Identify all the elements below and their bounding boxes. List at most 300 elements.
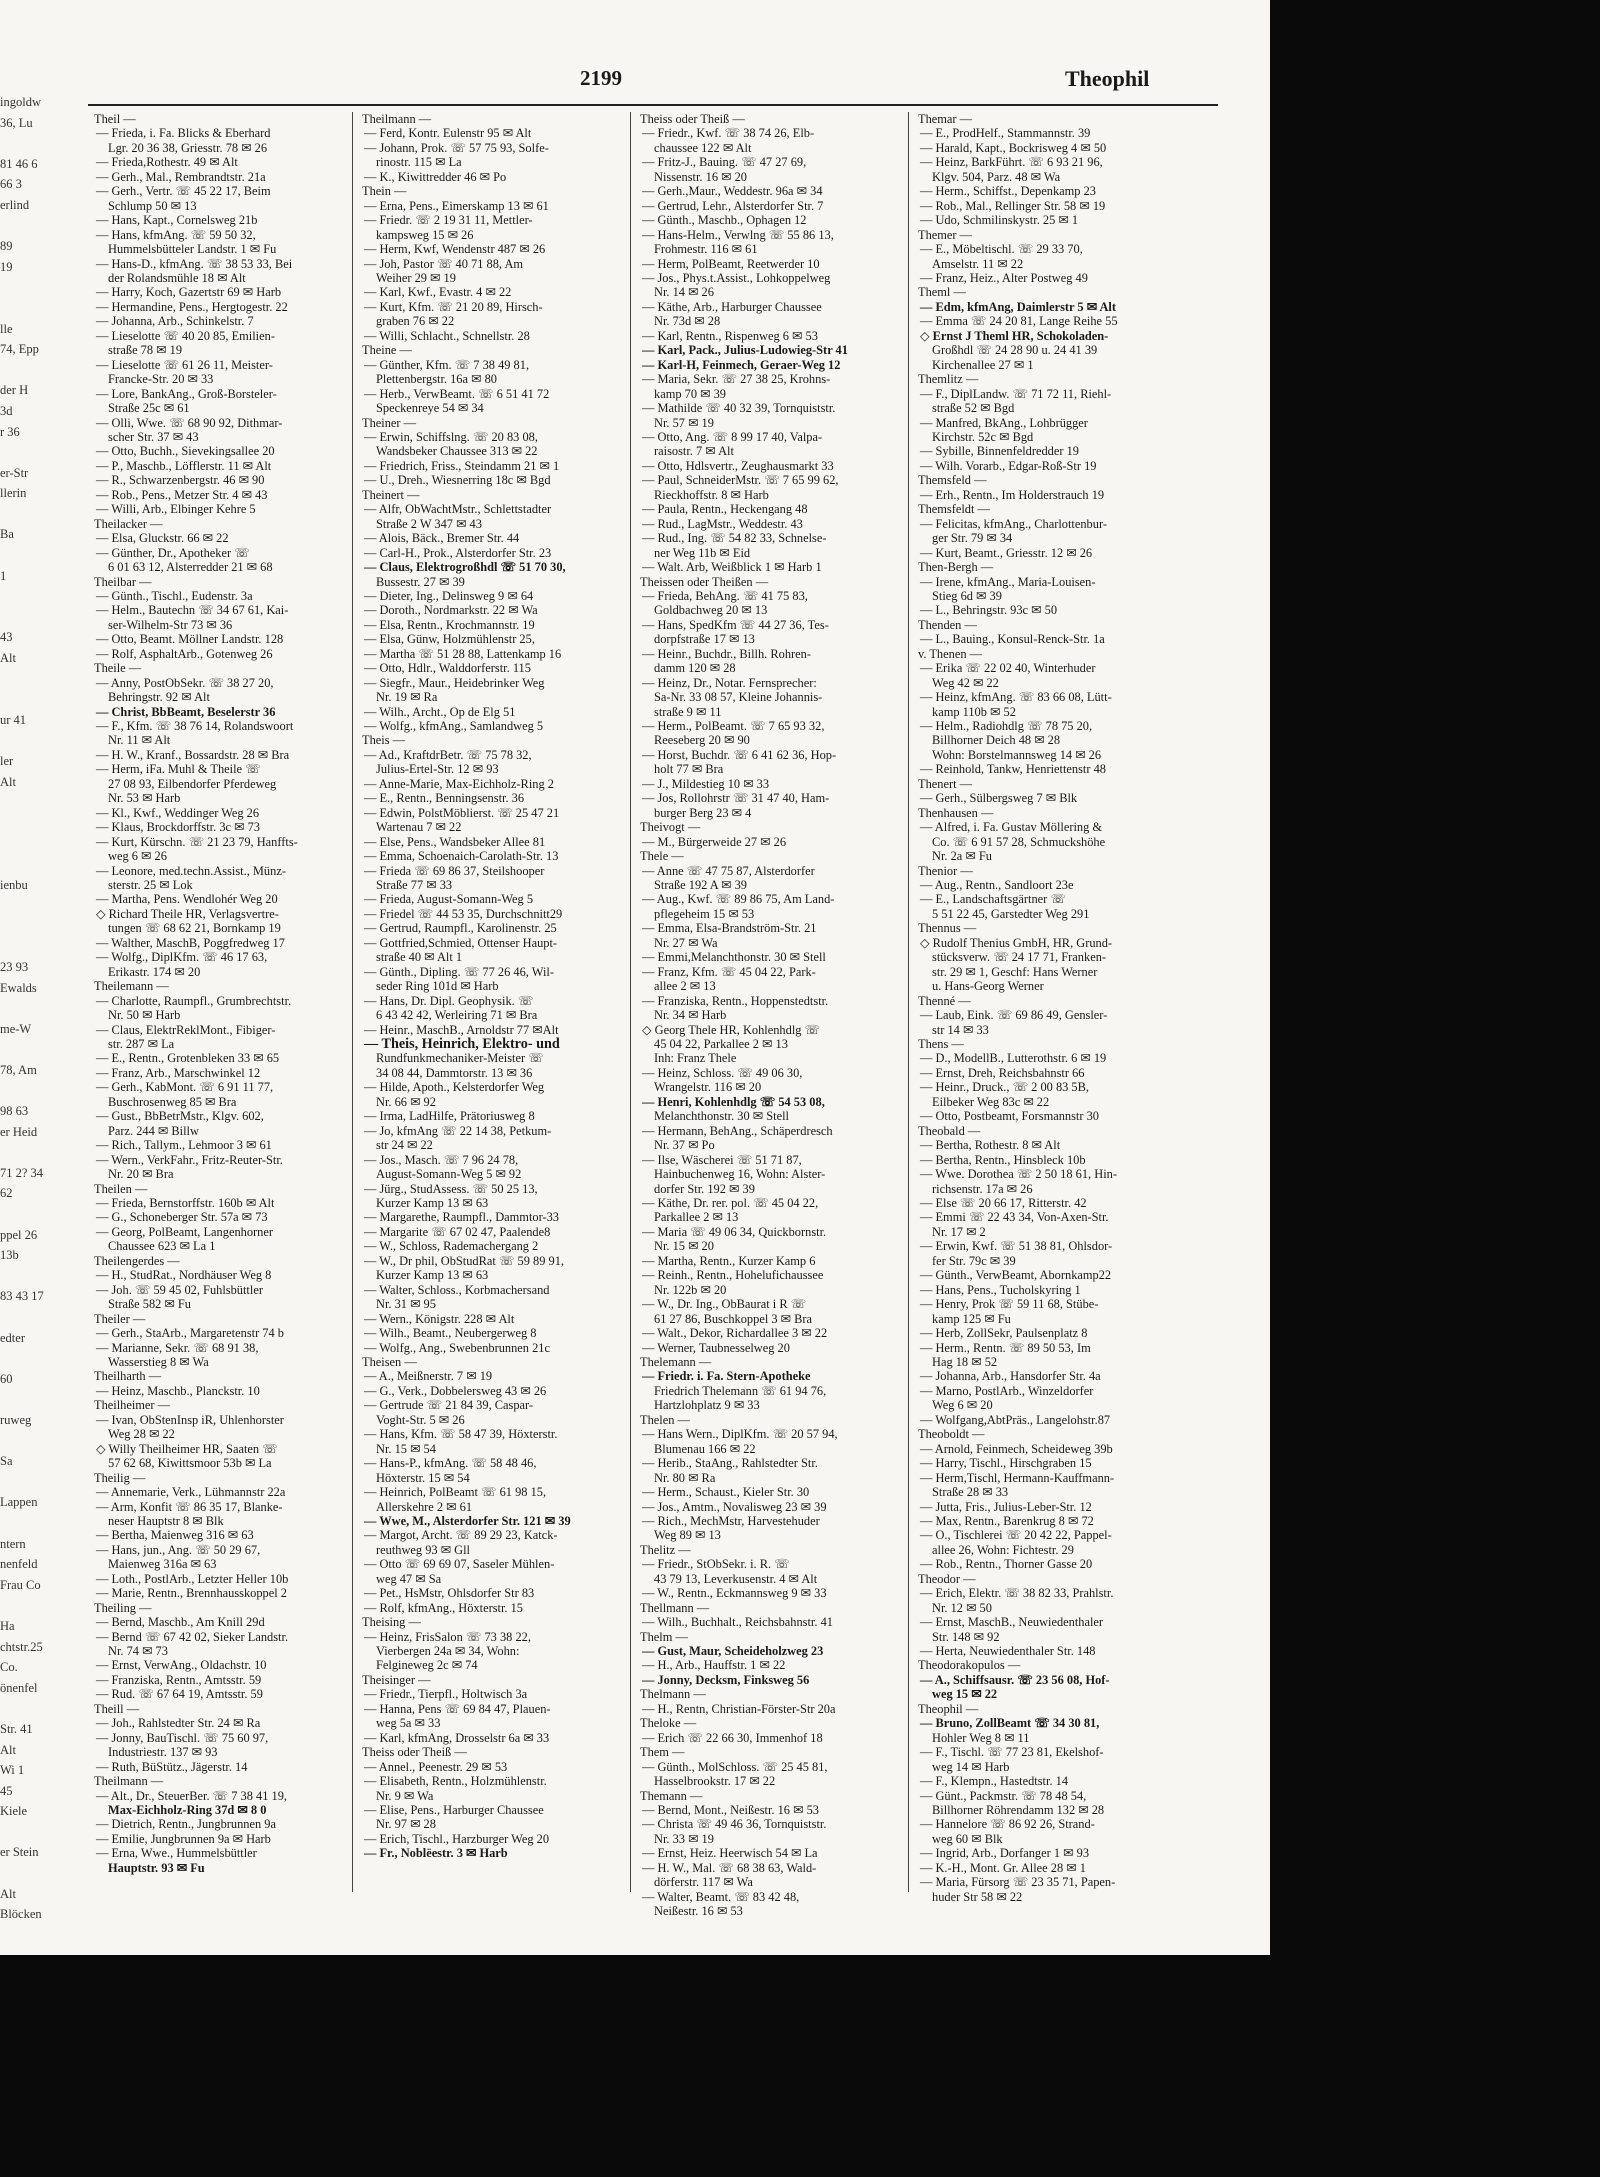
bleed-fragment: [0, 1204, 60, 1225]
surname-heading: Theloke —: [640, 1716, 697, 1731]
directory-entry-line: stücksverw. ☏ 24 17 71, Franken-: [932, 950, 1107, 965]
surname-heading: v. Thenen —: [918, 646, 983, 661]
bleed-fragment: Sa: [0, 1454, 13, 1469]
directory-entry-line: — Herm, iFa. Muhl & Theile ☏: [96, 762, 261, 777]
directory-entry-line: — Joh., Rahlstedter Str. 24 ✉ Ra: [96, 1716, 261, 1731]
directory-entry-line: Nr. 14 ✉ 26: [654, 285, 714, 300]
directory-entry-line: — Fritz-J., Bauing. ☏ 47 27 69,: [642, 155, 807, 170]
directory-entry-line: — Klaus, Brockdorffstr. 3c ✉ 73: [96, 820, 260, 835]
directory-entry-line: — Ad., KraftdrBetr. ☏ 75 78 32,: [364, 747, 532, 762]
directory-entry-line: neser Hauptstr 8 ✉ Blk: [108, 1513, 224, 1528]
bleed-fragment: 98 63: [0, 1104, 29, 1119]
bleed-fragment: chtstr.25: [0, 1639, 43, 1654]
directory-entry-line: — Wwe, M., Alsterdorfer Str. 121 ✉ 39: [364, 1513, 571, 1528]
directory-entry-line: ◇ Rudolf Thenius GmbH, HR, Grund-: [920, 935, 1113, 950]
directory-entry-line: — Walt., Dekor, Richardallee 3 ✉ 22: [642, 1326, 828, 1341]
directory-entry-line: Wandsbeker Chaussee 313 ✉ 22: [376, 444, 538, 459]
bleed-fragment: [0, 586, 60, 607]
directory-entry-line: — Elise, Pens., Harburger Chaussee: [364, 1803, 544, 1818]
directory-entry-line: — Franziska, Rentn., Hoppenstedtstr.: [642, 993, 829, 1008]
directory-entry-line: — E., Landschaftsgärtner ☏: [920, 892, 1066, 907]
directory-entry-line: — Heinz, Dr., Notar. Fernsprecher:: [642, 675, 817, 690]
directory-entry-line: — Heinr., Druck., ☏ 2 00 83 5B,: [920, 1080, 1089, 1095]
directory-entry-line: ser-Wilhelm-Str 73 ✉ 36: [108, 617, 233, 632]
bleed-fragment: [0, 133, 60, 154]
page-number: 2199: [580, 66, 622, 90]
directory-entry-line: — H., Arb., Hauffstr. 1 ✉ 22: [642, 1658, 786, 1673]
directory-column-1: [92, 112, 346, 1875]
bleed-fragment: [0, 936, 60, 957]
column-divider: [630, 112, 631, 1892]
directory-entry-line: Hummelsbütteler Landstr. 1 ✉ Fu: [108, 242, 277, 257]
directory-entry-line: — Ernst, Dreh, Reichsbahnstr 66: [920, 1065, 1085, 1080]
directory-entry-line: Hohler Weg 8 ✉ 11: [932, 1730, 1030, 1745]
surname-heading: Theophil —: [918, 1701, 979, 1716]
directory-entry-line: — W., Schloss, Rademachergang 2: [364, 1239, 539, 1254]
directory-entry-line: — Alois, Bäck., Bremer Str. 44: [364, 531, 520, 546]
directory-entry-line: kamp 70 ✉ 39: [654, 386, 726, 401]
surname-heading: Themsfeldt —: [918, 502, 990, 517]
directory-entry-line: holt 77 ✉ Bra: [654, 762, 724, 777]
directory-entry-line: Bussestr. 27 ✉ 39: [376, 574, 465, 589]
directory-entry-line: — Joh. ☏ 59 45 02, Fuhlsbüttler: [96, 1282, 263, 1297]
bleed-fragment: Ba: [0, 527, 14, 542]
surname-heading: Theilmann —: [362, 112, 432, 126]
directory-entry-line: — Paula, Rentn., Heckengang 48: [642, 502, 808, 517]
directory-entry-line: — Friedr., Kwf. ☏ 38 74 26, Elb-: [642, 126, 815, 141]
directory-entry-line: Nr. 34 ✉ Harb: [654, 1008, 727, 1023]
bleed-fragment: 81 46 6: [0, 156, 38, 171]
surname-heading: Themer —: [918, 227, 973, 242]
directory-entry-line: weg 14 ✉ Harb: [932, 1759, 1010, 1774]
directory-entry-line: — Rolf, kfmAng., Höxterstr. 15: [364, 1600, 524, 1615]
directory-entry-line: — Heinrich, PolBeamt ☏ 61 98 15,: [364, 1485, 547, 1500]
directory-entry-line: Co. ☏ 6 91 57 28, Schmuckshöhe: [932, 834, 1106, 849]
directory-entry-line: — Arm, Konfit ☏ 86 35 17, Blanke-: [96, 1499, 283, 1514]
directory-entry-line: — Jonny, Decksm, Finksweg 56: [642, 1672, 810, 1687]
directory-entry-line: Reeseberg 20 ✉ 90: [654, 733, 750, 748]
directory-entry-line: Straße 77 ✉ 33: [376, 878, 453, 893]
directory-column-4: [916, 112, 1170, 1904]
directory-entry-line: — Hilde, Apoth., Kelsterdorfer Weg: [364, 1080, 545, 1095]
directory-entry-line: Eilbeker Weg 83c ✉ 22: [932, 1094, 1050, 1109]
directory-entry-line: — Karl, Kwf., Evastr. 4 ✉ 22: [364, 285, 512, 300]
directory-entry-line: — A., Meißnerstr. 7 ✉ 19: [364, 1369, 493, 1384]
directory-entry-line: seder Ring 101d ✉ Harb: [376, 979, 499, 994]
directory-entry-line: Weg 6 ✉ 20: [932, 1398, 993, 1413]
directory-entry-line: 6 01 63 12, Alsterredder 21 ✉ 68: [108, 560, 273, 575]
directory-entry-line: — Edwin, PolstMöblierst. ☏ 25 47 21: [364, 805, 560, 820]
directory-entry-line: — Friedr. i. Fa. Stern-Apotheke: [642, 1369, 811, 1384]
surname-heading: Themsfeld —: [918, 473, 987, 488]
column-divider: [908, 112, 909, 1892]
directory-entry-line: — Frieda, BehAng. ☏ 41 75 83,: [642, 588, 808, 603]
directory-entry-line: weg 60 ✉ Blk: [932, 1831, 1003, 1846]
bleed-fragment: Blöcken: [0, 1907, 42, 1922]
bleed-fragment: der H: [0, 383, 29, 398]
directory-entry-line: pflegeheim 15 ✉ 53: [654, 906, 755, 921]
surname-heading: Theilemann —: [94, 979, 169, 994]
directory-entry-line: — Heinr., Buchdr., Billh. Rohren-: [642, 646, 811, 661]
directory-entry-line: Schlump 50 ✉ 13: [108, 198, 197, 213]
surname-heading: Then-Bergh —: [918, 560, 994, 575]
directory-entry-line: — Ruth, BüStütz., Jägerstr. 14: [96, 1759, 248, 1774]
directory-entry-line: — Leonore, med.techn.Assist., Münz-: [96, 863, 286, 878]
directory-entry-line: rinostr. 115 ✉ La: [376, 155, 462, 170]
directory-entry-line: — Hans, kfmAng. ☏ 59 50 32,: [96, 227, 256, 242]
bleed-fragment: [0, 833, 60, 854]
directory-entry-line: — Bruno, ZollBeamt ☏ 34 30 81,: [920, 1716, 1100, 1731]
bleed-fragment: [0, 504, 60, 525]
directory-entry-line: — Maria, Fürsorg ☏ 23 35 71, Papen-: [920, 1875, 1116, 1890]
directory-entry-line: — Hans, SpedKfm ☏ 44 27 36, Tes-: [642, 617, 829, 632]
directory-entry-line: — H. W., Mal. ☏ 68 38 63, Wald-: [642, 1860, 817, 1875]
bleed-fragment: Alt: [0, 774, 16, 789]
directory-entry-line: ner Weg 11b ✉ Eid: [654, 545, 751, 560]
surname-heading: Theoboldt —: [918, 1427, 985, 1442]
surname-heading: Theodor —: [918, 1571, 976, 1586]
surname-heading: Theising —: [362, 1615, 421, 1630]
bleed-fragment: Frau Co: [0, 1577, 41, 1592]
directory-entry-line: — Annemarie, Verk., Lühmannstr 22a: [96, 1485, 286, 1500]
directory-entry-line: — Erika ☏ 22 02 40, Winterhuder: [920, 661, 1096, 676]
column-divider: [352, 112, 353, 1892]
directory-entry-line: straße 40 ✉ Alt 1: [376, 950, 463, 965]
directory-entry-line: Buschrosenweg 85 ✉ Bra: [108, 1094, 237, 1109]
surname-heading: Theiling —: [94, 1600, 152, 1615]
bleed-fragment: [0, 1081, 60, 1102]
directory-entry-line: — Jo, kfmAng ☏ 22 14 38, Petkum-: [364, 1123, 552, 1138]
directory-entry-line: Kirchenallee 27 ✉ 1: [932, 357, 1034, 372]
directory-entry-line: — Rud., Ing. ☏ 54 82 33, Schnelse-: [642, 531, 827, 546]
directory-entry-line: — Friedel ☏ 44 53 35, Durchschnitt29: [364, 906, 563, 921]
directory-entry-line: — Friedrich, Friss., Steindamm 21 ✉ 1: [364, 458, 560, 473]
directory-entry-line: — A., Schiffsausr. ☏ 23 56 08, Hof-: [920, 1672, 1110, 1687]
bleed-fragment: [0, 1431, 60, 1452]
directory-entry-line: Neißestr. 16 ✉ 53: [654, 1904, 743, 1919]
directory-entry-line: — Rich., Tallym., Lehmoor 3 ✉ 61: [96, 1138, 272, 1153]
directory-entry-line: — Karl, Pack., Julius-Ludowieg-Str 41: [642, 343, 848, 358]
directory-column-2: [360, 112, 614, 1861]
directory-entry-line: Wartenau 7 ✉ 22: [376, 820, 462, 835]
directory-entry-line: Nr. 9 ✉ Wa: [376, 1788, 434, 1803]
directory-entry-line: — Arnold, Feinmech, Scheideweg 39b: [920, 1441, 1113, 1456]
surname-heading: Thens —: [918, 1037, 964, 1051]
directory-entry-line: — Herm., PolBeamt. ☏ 7 65 93 32,: [642, 719, 825, 734]
directory-entry-line: — Erna, Pens., Eimerskamp 13 ✉ 61: [364, 198, 549, 213]
directory-entry-line: — Marno, PostlArb., Winzeldorfer: [920, 1383, 1094, 1398]
directory-entry-line: — Jos, Rollohrstr ☏ 31 47 40, Ham-: [642, 791, 830, 806]
directory-entry-line: — Harald, Kapt., Bockrisweg 4 ✉ 50: [920, 140, 1107, 155]
bleed-fragment: Str. 41: [0, 1721, 33, 1736]
bleed-fragment: Co.: [0, 1660, 18, 1675]
header-rule: [88, 104, 1218, 106]
directory-entry-line: — Otto, Beamt. Möllner Landstr. 128: [96, 632, 284, 647]
directory-entry-line: — Reinhold, Tankw, Henriettenstr 48: [920, 762, 1106, 777]
bleed-fragment: [0, 360, 60, 381]
directory-entry-line: der Rolandsmühle 18 ✉ Alt: [108, 270, 246, 285]
directory-entry-line: Friedrich Thelemann ☏ 61 94 76,: [654, 1383, 827, 1398]
bleed-fragment: [0, 607, 60, 628]
directory-entry-line: — Gust., BbBetrMstr., Klgv. 602,: [96, 1109, 264, 1124]
directory-entry-line: — Günth., Dipling. ☏ 77 26 46, Wil-: [364, 964, 554, 979]
directory-entry-line: — Aug., Rentn., Sandloort 23e: [920, 878, 1074, 893]
directory-entry-line: — Hans, jun., Ang. ☏ 50 29 67,: [96, 1542, 261, 1557]
surname-heading: Thenert —: [918, 776, 973, 791]
directory-entry-line: huder Str 58 ✉ 22: [932, 1889, 1023, 1904]
directory-entry-line: — Erich, Elektr. ☏ 38 82 33, Prahlstr.: [920, 1586, 1114, 1601]
directory-entry-line: — Martha, Pens. Wendlohér Weg 20: [96, 892, 278, 907]
directory-entry-line: Wrangelstr. 116 ✉ 20: [654, 1080, 762, 1095]
directory-entry-line: — Willi, Arb., Elbinger Kehre 5: [96, 502, 256, 517]
directory-entry-line: — Herm., Schaust., Kieler Str. 30: [642, 1485, 810, 1500]
directory-entry-line: — Hanna, Pens ☏ 69 84 47, Plauen-: [364, 1701, 551, 1716]
surname-heading: Theobald —: [918, 1123, 981, 1138]
bleed-fragment: 62: [0, 1186, 13, 1201]
directory-entry-line: dorfer Str. 192 ✉ 39: [654, 1181, 755, 1196]
bleed-fragment: 78, Am: [0, 1062, 37, 1077]
directory-entry-line: Weiher 29 ✉ 19: [376, 270, 456, 285]
directory-entry-line: ◇ Willy Theilheimer HR, Saaten ☏: [96, 1441, 278, 1456]
directory-entry-line: — Rud. ☏ 67 64 19, Amtsstr. 59: [96, 1687, 263, 1702]
directory-entry-line: — Heinz, kfmAng. ☏ 83 66 08, Lütt-: [920, 690, 1112, 705]
directory-entry-line: Straße 192 A ✉ 39: [654, 878, 747, 893]
directory-entry-line: Straße 28 ✉ 33: [932, 1485, 1009, 1500]
directory-entry-line: Speckenreye 54 ✉ 34: [376, 401, 484, 416]
directory-entry-line: — Aug., Kwf. ☏ 89 86 75, Am Land-: [642, 892, 835, 907]
bleed-fragment: er Stein: [0, 1845, 39, 1860]
directory-entry-line: — Henri, Kohlenhdlg ☏ 54 53 08,: [642, 1094, 825, 1109]
directory-entry-line: — Alfred, i. Fa. Gustav Möllering &: [920, 820, 1103, 835]
surname-heading: Thele —: [640, 849, 684, 864]
directory-entry-line: — Herm,Tischl, Hermann-Kauffmann-: [920, 1470, 1115, 1485]
directory-entry-line: straße 9 ✉ 11: [654, 704, 722, 719]
directory-entry-line: — Pet., HsMstr, Ohlsdorfer Str 83: [364, 1586, 535, 1601]
directory-entry-line: — Herb, ZollSekr, Paulsenplatz 8: [920, 1326, 1088, 1341]
directory-entry-line: Wasserstieg 8 ✉ Wa: [108, 1354, 209, 1369]
directory-entry-line: Nr. 74 ✉ 73: [108, 1644, 168, 1659]
directory-entry-line: — Doroth., Nordmarkstr. 22 ✉ Wa: [364, 603, 538, 618]
surname-heading: Theissen oder Theißen —: [640, 574, 769, 589]
surname-heading: Theiner —: [362, 415, 417, 430]
directory-entry-line: — Frieda, i. Fa. Blicks & Eberhard: [96, 126, 271, 141]
directory-entry-line: dörferstr. 117 ✉ Wa: [654, 1875, 753, 1890]
surname-heading: Theine —: [362, 343, 412, 358]
directory-entry-line: Nr. 97 ✉ 28: [376, 1817, 436, 1832]
bleed-fragment: [0, 813, 60, 834]
directory-entry-line: Billhorner Röhrendamm 132 ✉ 28: [932, 1803, 1105, 1818]
directory-entry-line: — Franz, Kfm. ☏ 45 04 22, Park-: [642, 964, 816, 979]
directory-entry-line: — Günth., Tischl., Eudenstr. 3a: [96, 588, 253, 603]
directory-entry-line: Industriestr. 137 ✉ 93: [108, 1745, 218, 1760]
surname-heading: Thelen —: [640, 1412, 690, 1427]
directory-entry-line: — Kurt, Kürschn. ☏ 21 23 79, Hanffts-: [96, 834, 298, 849]
surname-heading: Themlitz —: [918, 372, 979, 387]
directory-entry-line: — Fr., Noblëestr. 3 ✉ Harb: [364, 1846, 508, 1861]
directory-entry-line: Voght-Str. 5 ✉ 26: [376, 1412, 465, 1427]
directory-entry-line: — Else, Pens., Wandsbeker Allee 81: [364, 834, 546, 849]
directory-entry-line: Kurzer Kamp 13 ✉ 63: [376, 1195, 489, 1210]
surname-heading: Theilengerdes —: [94, 1253, 180, 1268]
directory-entry-line: — Wilh., Archt., Op de Elg 51: [364, 704, 516, 719]
bleed-fragment: Kiele: [0, 1804, 28, 1819]
directory-entry-line: — Franz, Heiz., Alter Postweg 49: [920, 270, 1088, 285]
directory-entry-line: — Erwin, Schiffslng. ☏ 20 83 08,: [364, 429, 538, 444]
directory-entry-line: Frohmestr. 116 ✉ 61: [654, 242, 758, 257]
directory-entry-line: chaussee 122 ✉ Alt: [654, 140, 752, 155]
bleed-fragment: [0, 669, 60, 690]
directory-entry-line: — G., Verk., Dobbelersweg 43 ✉ 26: [364, 1383, 547, 1398]
directory-entry-line: — F., DiplLandw. ☏ 71 72 11, Riehl-: [920, 386, 1112, 401]
directory-entry-line: Nr. 2a ✉ Fu: [932, 849, 992, 864]
directory-entry-line: Nr. 15 ✉ 20: [654, 1239, 714, 1254]
surname-heading: Thelitz —: [640, 1542, 691, 1557]
bleed-fragment: [0, 277, 60, 298]
directory-entry-line: — Johanna, Arb., Schinkelstr. 7: [96, 314, 254, 329]
directory-entry-line: — Ernst, Heiz. Heerwisch 54 ✉ La: [642, 1846, 818, 1861]
directory-entry-line: — Heinr., MaschB., Arnoldstr 77 ✉Alt: [364, 1022, 559, 1037]
directory-entry-line: — Emmi,Melanchthonstr. 30 ✉ Stell: [642, 950, 826, 965]
directory-entry-line: — G., Schoneberger Str. 57a ✉ 73: [96, 1210, 268, 1225]
directory-entry-line: ger Str. 79 ✉ 34: [932, 531, 1013, 546]
directory-entry-line: Großhdl ☏ 24 28 90 u. 24 41 39: [932, 343, 1098, 358]
directory-entry-line: Erikastr. 174 ✉ 20: [108, 964, 201, 979]
directory-entry-line: Chaussee 623 ✉ La 1: [108, 1239, 216, 1254]
directory-entry-line: Hainbuchenweg 16, Wohn: Alster-: [654, 1167, 826, 1182]
directory-entry-line: — Frieda, Bernstorffstr. 160b ✉ Alt: [96, 1195, 275, 1210]
directory-entry-line: — R., Schwarzenbergstr. 46 ✉ 90: [96, 473, 265, 488]
directory-entry-line: Julius-Ertel-Str. 12 ✉ 93: [376, 762, 499, 777]
directory-entry-line: — Gerh., Mal., Rembrandtstr. 21a: [96, 169, 266, 184]
directory-entry-line: straße 52 ✉ Bgd: [932, 401, 1015, 416]
bleed-fragment: Alt: [0, 1742, 16, 1757]
directory-entry-line: — Otto, Buchh., Sievekingsallee 20: [96, 444, 275, 459]
directory-entry-line: — Gertrud, Lehr., Alsterdorfer Str. 7: [642, 198, 824, 213]
directory-entry-line: Wohn: Borstelmannsweg 14 ✉ 26: [932, 747, 1102, 762]
directory-entry-line: August-Somann-Weg 5 ✉ 92: [376, 1167, 522, 1182]
directory-entry-line: — Erna, Wwe., Hummelsbüttler: [96, 1846, 257, 1861]
directory-entry-line: Parkallee 2 ✉ 13: [654, 1210, 739, 1225]
directory-entry-line: — Hermann, BehAng., Schäperdresch: [642, 1123, 833, 1138]
directory-entry-line: Str. 148 ✉ 92: [932, 1629, 1000, 1644]
directory-entry-line: — Emma, Schoenaich-Carolath-Str. 13: [364, 849, 559, 864]
directory-entry-line: Nr. 12 ✉ 50: [932, 1600, 992, 1615]
directory-entry-line: — Irma, LadHilfe, Prätoriusweg 8: [364, 1109, 535, 1124]
directory-entry-line: — Elsa, Günw, Holzmühlenstr 25,: [364, 632, 535, 647]
bleed-fragment: 83 43 17: [0, 1289, 44, 1304]
surname-heading: Theinert —: [362, 487, 420, 502]
surname-heading: Theilmann —: [94, 1774, 164, 1789]
bleed-fragment: lle: [0, 321, 13, 336]
directory-entry-line: — Herm, PolBeamt, Reetwerder 10: [642, 256, 820, 271]
directory-entry-line: — Olli, Wwe. ☏ 68 90 92, Dithmar-: [96, 415, 283, 430]
directory-entry-line: Nr. 37 ✉ Po: [654, 1138, 715, 1153]
surname-heading: Theisinger —: [362, 1672, 431, 1687]
surname-heading: Theis —: [362, 733, 406, 748]
directory-entry-line: scher Str. 37 ✉ 43: [108, 429, 199, 444]
directory-entry-line: Nissenstr. 16 ✉ 20: [654, 169, 747, 184]
directory-entry-line: Felgineweg 2c ✉ 74: [376, 1658, 478, 1673]
directory-entry-line: str. 29 ✉ 1, Geschf: Hans Werner: [932, 964, 1098, 979]
directory-entry-line: — Günther, Dr., Apotheker ☏: [96, 545, 250, 560]
directory-entry-line: — Maria, Sekr. ☏ 27 38 25, Krohns-: [642, 372, 831, 387]
directory-entry-line: Höxterstr. 15 ✉ 54: [376, 1470, 470, 1485]
directory-entry-line: Nr. 50 ✉ Harb: [108, 1008, 181, 1023]
bleed-fragment: [0, 792, 60, 813]
surname-heading: Thelm —: [640, 1629, 688, 1644]
directory-entry-line: — Siegfr., Maur., Heidebrinker Weg: [364, 675, 545, 690]
directory-entry-line: — H., StudRat., Nordhäuser Weg 8: [96, 1268, 272, 1283]
directory-entry-line: 57 62 68, Kiwittsmoor 53b ✉ La: [108, 1456, 272, 1471]
directory-entry-line: — Herm., Schiffst., Depenkamp 23: [920, 184, 1096, 199]
directory-entry-line: — Lore, BankAng., Groß-Borsteler-: [96, 386, 277, 401]
bleed-fragment: [0, 854, 60, 875]
directory-entry-line: — Erh., Rentn., Im Holderstrauch 19: [920, 487, 1105, 502]
bleed-fragment: r 36: [0, 424, 20, 439]
bleed-fragment: [0, 216, 60, 237]
directory-entry-line: — Alt., Dr., SteuerBer. ☏ 7 38 41 19,: [96, 1788, 288, 1803]
directory-entry-line: — Paul, SchneiderMstr. ☏ 7 65 99 62,: [642, 473, 839, 488]
directory-entry-line: Weg 28 ✉ 22: [108, 1427, 175, 1442]
directory-entry-line: — Frieda ☏ 69 86 37, Steilshooper: [364, 863, 545, 878]
directory-entry-line: — Bernd ☏ 67 42 02, Sieker Landstr.: [96, 1629, 289, 1644]
directory-entry-line: — Heinz, Maschb., Planckstr. 10: [96, 1383, 260, 1398]
directory-entry-line: — U., Dreh., Wiesnerring 18c ✉ Bgd: [364, 473, 551, 488]
directory-entry-line: — Claus, Elektrogroßhdl ☏ 51 70 30,: [364, 560, 566, 575]
bleed-fragment: Alt: [0, 651, 16, 666]
surname-heading: Theilbar —: [94, 574, 152, 589]
directory-entry-line: — Laub, Eink. ☏ 69 86 49, Gensler-: [920, 1008, 1108, 1023]
directory-entry-line: — J., Mildestieg 10 ✉ 33: [642, 776, 770, 791]
directory-entry-line: — Rob., Mal., Rellinger Str. 58 ✉ 19: [920, 198, 1106, 213]
directory-entry-line: — Rud., LagMstr., Weddestr. 43: [642, 516, 803, 531]
directory-entry-line: — Anny, PostObSekr. ☏ 38 27 20,: [96, 675, 274, 690]
surname-heading: Theml —: [918, 285, 966, 300]
bleed-fragment: [0, 1595, 60, 1616]
directory-entry-line: Kirchstr. 52c ✉ Bgd: [932, 429, 1034, 444]
directory-entry-line: 6 43 42 42, Werleiring 71 ✉ Bra: [376, 1008, 538, 1023]
directory-entry-line: — Reinh., Rentn., Hohelufichaussee: [642, 1268, 824, 1283]
directory-entry-line: straße 78 ✉ 19: [108, 343, 183, 358]
directory-entry-line: Vierbergen 24a ✉ 34, Wohn:: [376, 1644, 520, 1659]
directory-entry-line: — Rolf, AsphaltArb., Gotenweg 26: [96, 646, 273, 661]
directory-entry-line: — Frieda, August-Somann-Weg 5: [364, 892, 534, 907]
directory-entry-line: — Martha ☏ 51 28 88, Lattenkamp 16: [364, 646, 562, 661]
directory-entry-line: — Erwin, Kwf. ☏ 51 38 81, Ohlsdor-: [920, 1239, 1113, 1254]
directory-entry-line: — Margarethe, Raumpfl., Dammtor-33: [364, 1210, 559, 1225]
directory-entry-line: — Jos., Phys.t.Assist., Lohkoppelweg: [642, 270, 831, 285]
bleed-fragment: önenfel: [0, 1680, 38, 1695]
directory-entry-line: — Maria ☏ 49 06 34, Quickbornstr.: [642, 1224, 827, 1239]
directory-entry-line: — Willi, Schlacht., Schnellstr. 28: [364, 328, 530, 343]
directory-entry-line: — Herm., Rentn. ☏ 89 50 53, Im: [920, 1340, 1091, 1355]
surname-heading: Thenior —: [918, 863, 973, 878]
directory-entry-line: — Karl, Rentn., Rispenweg 6 ✉ 53: [642, 328, 818, 343]
directory-entry-line: — Hans Wern., DiplKfm. ☏ 20 57 94,: [642, 1427, 838, 1442]
directory-entry-line: — K., Kiwittredder 46 ✉ Po: [364, 169, 507, 184]
directory-entry-line: — Anne ☏ 47 75 87, Alsterdorfer: [642, 863, 815, 878]
directory-entry-line: — Wilh., Buchhalt., Reichsbahnstr. 41: [642, 1615, 833, 1630]
directory-entry-line: — Wwe. Dorothea ☏ 2 50 18 61, Hin-: [920, 1167, 1117, 1182]
bleed-fragment: [0, 442, 60, 463]
directory-entry-line: — Gertrude ☏ 21 84 39, Caspar-: [364, 1398, 534, 1413]
directory-entry-line: Allerskehre 2 ✉ 61: [376, 1499, 473, 1514]
surname-heading: Thelemann —: [640, 1354, 712, 1369]
directory-entry-line: — Henry, Prok ☏ 59 11 68, Stübe-: [920, 1297, 1099, 1312]
directory-entry-line: — Otto, Ang. ☏ 8 99 17 40, Valpa-: [642, 429, 823, 444]
directory-entry-line: — Gerh.,Maur., Weddestr. 96a ✉ 34: [642, 184, 823, 199]
directory-entry-line: — Franz, Arb., Marschwinkel 12: [96, 1065, 261, 1080]
